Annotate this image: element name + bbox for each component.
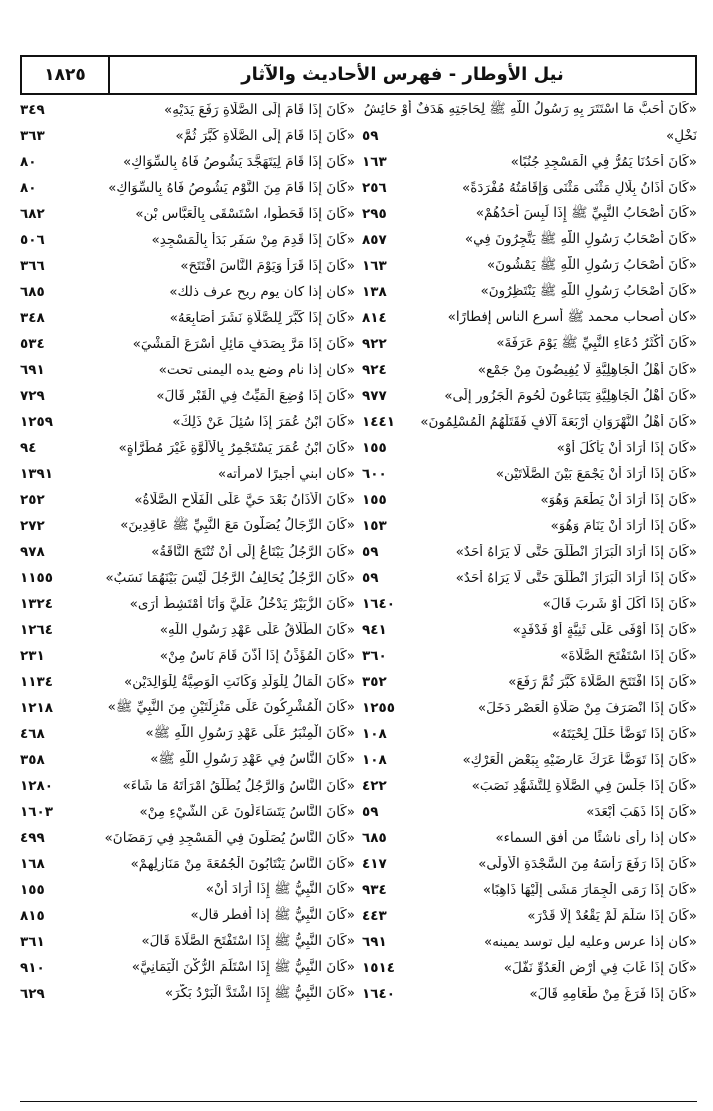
entry-page-number: ٩٤١	[362, 622, 387, 638]
entry-text: «كَانَ النَّبِيُّ ﷺ إذا أفطر قال»	[190, 907, 355, 923]
entry-page-number: ٨٠	[20, 180, 37, 196]
entry-page-number: ١٥٥	[362, 492, 387, 508]
entry-page-number: ١٢٦٤	[20, 622, 53, 638]
index-entry	[20, 617, 355, 643]
index-entry	[362, 799, 697, 825]
entry-page-number: ٣٥٢	[362, 674, 387, 690]
entry-page-number: ٨٥٧	[362, 232, 387, 248]
entry-text: «كَانَ ابْنُ عُمَرَ إِذَا سُئِلَ عَنْ ذَلِكَ»	[172, 414, 355, 430]
entry-text: «كَانَ النَّبِيُّ ﷺ إِذَا اسْتَفْتَحَ الصَّلَاةَ قَالَ»	[141, 933, 355, 949]
entry-text: «كَانَ النَّاسُ وَالرَّجُلُ يُطَلِّقُ امْرَأَتَهُ مَا شَاءَ»	[122, 778, 355, 794]
entry-page-number: ١٠٨	[362, 752, 387, 768]
entry-text: «كَانَ ابْنُ عُمَرَ يَسْتَجْمِرُ بِالْأَلُوَّةِ غَيْرَ مُطَرَّاةٍ»	[118, 440, 355, 456]
index-entry	[362, 409, 697, 435]
entry-text: «كَانَ النَّبِيُّ ﷺ إِذَا أَرَادَ أَنْ»	[205, 881, 355, 897]
index-entry	[362, 929, 697, 955]
index-entry	[20, 747, 355, 773]
entry-page-number: ٤٩٩	[20, 830, 45, 846]
left-column	[20, 97, 355, 1007]
entry-text: «كَانَ أَصْحَابُ رَسُولِ اللَّهِ ﷺ يَنْتَظِرُونَ»	[480, 283, 697, 299]
index-entry	[20, 799, 355, 825]
entry-page-number: ٦٨٢	[20, 206, 45, 222]
index-entry	[362, 825, 697, 851]
entry-page-number: ٣٥٨	[20, 752, 45, 768]
index-entry	[362, 591, 697, 617]
index-entry	[362, 643, 697, 669]
index-entry	[20, 955, 355, 981]
index-entry	[362, 175, 697, 201]
entry-text: «كَانَ إِذَا جَلَسَ فِي الصَّلَاةِ لِلتَّشَهُّدِ نَصَبَ»	[471, 778, 697, 794]
index-entry	[362, 877, 697, 903]
entry-text: «كَانَ أَصْحَابُ رَسُولِ اللَّهِ ﷺ يَمْشُونَ»	[486, 257, 697, 273]
index-entry	[20, 695, 355, 721]
index-entry	[362, 773, 697, 799]
index-entry	[362, 253, 697, 279]
entry-text: «كَانَ الزُّبَيْرُ يَدْخُلُ عَلَيَّ وَأَنَا أَمْتَشِطُ أَرَى»	[129, 596, 355, 612]
entry-text: «كَانَ إِذَا قَحَطُوا، اسْتَسْقَى بِالْعَبَّاسِ بْنِ»	[135, 206, 355, 222]
entry-page-number: ٢٣١	[20, 648, 45, 664]
entry-text: «كَانَ النَّاسُ فِي عَهْدِ رَسُولِ اللَّهِ ﷺ»	[150, 751, 355, 767]
entry-page-number: ٤١٧	[362, 856, 387, 872]
index-entry	[20, 539, 355, 565]
entry-page-number: ٣٦٦	[20, 258, 45, 274]
index-entry	[362, 123, 697, 149]
entry-page-number: ٣٦٣	[20, 128, 45, 144]
entry-page-number: ١٣٩١	[20, 466, 53, 482]
entry-page-number: ١٢١٨	[20, 700, 53, 716]
entry-page-number: ٣٦٠	[362, 648, 387, 664]
index-entry	[362, 513, 697, 539]
index-entry	[20, 435, 355, 461]
index-entry	[20, 851, 355, 877]
entry-text: «كَانَ إِذَا أَرَادَ الْبَرَازَ انْطَلَقَ حَتَّى لَا يَرَاهُ أَحَدٌ»	[455, 544, 697, 560]
entry-text: «كَانَ أَهْلُ الْجَاهِلِيَّةِ لَا يُفِيضُونَ مِنْ جَمْعٍ»	[477, 362, 697, 378]
entry-page-number: ١٥٥	[20, 882, 45, 898]
index-entry	[20, 461, 355, 487]
entry-text: «كَانَ إِذَا قَامَ إِلَى الصَّلَاةِ رَفَعَ يَدَيْهِ»	[164, 102, 355, 118]
entry-page-number: ١٥١٤	[362, 960, 395, 976]
entry-text: «كان إذا نام وضع يده اليمنى تحت»	[158, 362, 355, 378]
entry-text: «كان إذا كان يوم ريح عرف ذلك»	[169, 284, 355, 300]
entry-page-number: ١٦٤٠	[362, 986, 395, 1002]
entry-text: «كَانَ إِذَا أَرَادَ أَنْ يَأْكُلَ أَوْ»	[556, 440, 697, 456]
entry-page-number: ١١٣٤	[20, 674, 53, 690]
entry-text: «كَانَ أَهْلُ الْجَاهِلِيَّةِ يَتَبَاعُونَ لُحُومَ الْجَزُورِ إِلَى»	[444, 388, 697, 404]
entry-text: «كَانَ إِذَا ذَهَبَ أَبْعَدَ»	[586, 804, 697, 820]
entry-text: «كَانَ الْمُشْرِكُونَ عَلَى مَنْزِلَتَيْنِ مِنَ النَّبِيِّ ﷺ»	[107, 699, 355, 715]
entry-text: «كَانَ إِذَا كَبَّرَ لِلصَّلَاةِ نَشَرَ أَصَابِعَهُ»	[169, 310, 355, 326]
entry-text: «كَانَ الرِّجَالُ يُصَلُّونَ مَعَ النَّبِيِّ ﷺ عَاقِدِينَ»	[120, 517, 355, 533]
index-entry	[20, 565, 355, 591]
index-entry	[362, 851, 697, 877]
entry-text: «كَانَ النَّبِيُّ ﷺ إِذَا اسْتَلَمَ الرُّكْنَ الْيَمَانِيَّ»	[131, 959, 355, 975]
index-entry	[20, 669, 355, 695]
entry-text: «كَانَ الطَّلَاقُ عَلَى عَهْدِ رَسُولِ اللَّهِ»	[159, 622, 355, 638]
index-entry	[20, 487, 355, 513]
entry-page-number: ١٣٨	[362, 284, 387, 300]
entry-text: «كَانَ إِذَا افْتَتَحَ الصَّلَاةَ كَبَّرَ ثُمَّ رَفَعَ»	[508, 674, 697, 690]
index-entry	[20, 383, 355, 409]
entry-text: «كَانَ النَّاسُ يُصَلُّونَ فِي الْمَسْجِدِ فِي رَمَضَانَ»	[104, 830, 355, 846]
entry-text: «كان أصحاب محمد ﷺ أسرع الناس إفطارًا»	[447, 309, 697, 325]
entry-text: نَخْلٍ»	[666, 128, 697, 144]
index-entry	[362, 97, 697, 123]
entry-text: «كَانَ إِذَا اسْتَفْتَحَ الصَّلَاةَ»	[560, 648, 697, 664]
entry-text: «كَانَ إِذَا قَرَأَ وَيَوْمَ النَّاسَ افْتَتَحَ»	[180, 258, 355, 274]
index-entry	[362, 617, 697, 643]
index-entry	[362, 383, 697, 409]
entry-page-number: ١١٥٥	[20, 570, 53, 586]
entry-page-number: ٩٢٢	[362, 336, 387, 352]
index-entry	[20, 279, 355, 305]
index-entry	[362, 357, 697, 383]
entry-page-number: ٩٣٤	[362, 882, 387, 898]
index-entry	[20, 409, 355, 435]
entry-text: «كَانَ أَذَانُ بِلَالٍ مَثْنَى مَثْنَى وَإِقَامَتُهُ مُفْرَدَةً»	[461, 180, 697, 196]
index-entry	[20, 201, 355, 227]
entry-text: «كَانَ إِذَا قَامَ إِلَى الصَّلَاةِ كَبَّرَ ثُمَّ»	[175, 128, 355, 144]
index-entry	[20, 903, 355, 929]
entry-text: «كَانَ الرَّجُلُ يَبْتَاعُ إِلَى أَنْ تُنْتَجَ النَّاقَةُ»	[151, 544, 355, 560]
index-entry	[20, 175, 355, 201]
entry-text: «كَانَ إِذَا سَلَّمَ لَمْ يَقْعُدْ إِلَّا قَدْرَ»	[527, 908, 697, 924]
entry-text: «كَانَ إِذَا تَوَضَّأَ خَلَّلَ لِحْيَتَهُ»	[551, 726, 697, 742]
entry-page-number: ٥٩	[362, 570, 379, 586]
entry-text: «كَانَ إِذَا أَرَادَ أَنْ يَطْعَمَ وَهُوَ»	[540, 492, 697, 508]
index-entry	[20, 721, 355, 747]
entry-text: «كَانَ إِذَا قَدِمَ مِنْ سَفَرٍ بَدَأَ بِالْمَسْجِدِ»	[151, 232, 355, 248]
index-entry	[20, 305, 355, 331]
index-entry	[20, 929, 355, 955]
entry-text: «كَانَ إِذَا رَفَعَ رَأْسَهُ مِنَ السَّجْدَةِ الْأُولَى»	[478, 856, 697, 872]
entry-page-number: ٦٩١	[20, 362, 45, 378]
entry-text: «كَانَ إِذَا قَامَ لِيَتَهَجَّدَ يَشُوصُ فَاهُ بِالسِّوَاكِ»	[122, 154, 355, 170]
index-entry	[362, 279, 697, 305]
entry-text: «كَانَ النَّاسُ يَنْتَابُونَ الْجُمُعَةَ مِنْ مَنَازِلِهِمْ»	[130, 856, 355, 872]
entry-page-number: ١٦٠٣	[20, 804, 53, 820]
index-entry	[362, 955, 697, 981]
entry-text: «كَانَ الْمِنْبَرُ عَلَى عَهْدِ رَسُولِ اللَّهِ ﷺ»	[145, 725, 355, 741]
index-entry	[20, 773, 355, 799]
index-entry	[362, 565, 697, 591]
entry-text: «كَانَ الْمُؤَذِّنُ إِذَا أَذَّنَ قَامَ نَاسٌ مِنْ»	[159, 648, 355, 664]
index-entry	[20, 357, 355, 383]
entry-text: «كَانَ أَحَدُنَا يَمُرُّ فِي الْمَسْجِدِ جُنُبًا»	[510, 154, 697, 170]
entry-page-number: ١٠٨	[362, 726, 387, 742]
entry-page-number: ٨١٤	[362, 310, 387, 326]
entry-text: «كَانَ إِذَا أَرَادَ أَنْ يَنَامَ وَهُوَ»	[550, 518, 697, 534]
entry-page-number: ٨٠	[20, 154, 37, 170]
index-entry	[20, 825, 355, 851]
entry-page-number: ١٤٤١	[362, 414, 395, 430]
entry-page-number: ٩٤	[20, 440, 37, 456]
entry-page-number: ٢٩٥	[362, 206, 387, 222]
entry-text: «كَانَ إِذَا أَكَلَ أَوْ شَرِبَ قَالَ»	[542, 596, 697, 612]
entry-page-number: ١٦٣	[362, 258, 387, 274]
entry-page-number: ٤٢٢	[362, 778, 387, 794]
entry-text: «كَانَ إِذَا مَرَّ بِصَدَفٍ مَائِلٍ أَسْرَعَ الْمَشْيَ»	[132, 336, 355, 352]
entry-page-number: ٤٦٨	[20, 726, 45, 742]
index-entry	[20, 253, 355, 279]
index-entry	[362, 747, 697, 773]
entry-page-number: ٨١٥	[20, 908, 45, 924]
index-entry	[362, 669, 697, 695]
index-entry	[362, 331, 697, 357]
entry-page-number: ٦٨٥	[20, 284, 45, 300]
entry-text: «كَانَ إِذَا وُضِعَ الْمَيِّتُ فِي الْقَبْرِ قَالَ»	[156, 388, 355, 404]
entry-page-number: ٩٢٤	[362, 362, 387, 378]
entry-page-number: ٢٥٢	[20, 492, 45, 508]
index-entry	[362, 903, 697, 929]
entry-text: «كَانَ إِذَا أَرَادَ أَنْ يَجْمَعَ بَيْنَ الصَّلَاتَيْنِ»	[495, 466, 697, 482]
entry-text: «كان إذا رأى ناشئًا من أفق السماء»	[495, 830, 697, 846]
index-entry	[20, 981, 355, 1007]
entry-page-number: ٦٠٠	[362, 466, 387, 482]
entry-page-number: ٦٨٥	[362, 830, 387, 846]
entry-page-number: ٩١٠	[20, 960, 45, 976]
entry-text: «كَانَ النَّاسُ يَتَسَاءَلُونَ عَنِ الشَّيْءِ مِنْ»	[139, 804, 355, 820]
entry-page-number: ٦٩١	[362, 934, 387, 950]
entry-text: «كان ابني أجيرًا لامرأته»	[217, 466, 355, 482]
entry-text: «كَانَ إِذَا رَمَى الْجِمَارَ مَشَى إِلَيْهَا ذَاهِبًا»	[482, 882, 697, 898]
index-entry	[362, 201, 697, 227]
index-entry	[362, 149, 697, 175]
index-entry	[362, 305, 697, 331]
entry-page-number: ٣٤٩	[20, 102, 45, 118]
entry-text: «كَانَ أَحَبَّ مَا اسْتَتَرَ بِهِ رَسُولُ اللَّهِ ﷺ لِحَاجَتِهِ هَدَفٌ أَوْ حَائِشُ	[363, 101, 697, 117]
index-entry	[362, 695, 697, 721]
page-header	[20, 55, 697, 95]
entry-text: «كَانَ إِذَا أَوْفَى عَلَى ثَنِيَّةٍ أَوْ فَدْفَدٍ»	[512, 622, 697, 638]
page-number: ١٨٢٥	[22, 57, 110, 93]
index-entry	[362, 227, 697, 253]
index-entry	[20, 591, 355, 617]
entry-text: «كَانَ الرَّجُلُ يُحَالِفُ الرَّجُلَ لَيْسَ بَيْنَهُمَا نَسَبٌ»	[105, 570, 355, 586]
index-entry	[362, 721, 697, 747]
entry-page-number: ١٣٢٤	[20, 596, 53, 612]
entry-text: «كَانَ أَصْحَابُ رَسُولِ اللَّهِ ﷺ يَتَّجِرُونَ فِي»	[464, 231, 697, 247]
index-entry	[20, 331, 355, 357]
entry-page-number: ١٦٤٠	[362, 596, 395, 612]
entry-page-number: ٤٤٣	[362, 908, 387, 924]
entry-text: «كَانَ إِذَا انْصَرَفَ مِنْ صَلَاةِ الْعَصْرِ دَخَلَ»	[477, 700, 697, 716]
entry-page-number: ١٦٨	[20, 856, 45, 872]
entry-text: «كَانَ إِذَا غَابَ فِي أَرْضِ الْعَدُوِّ نَفَّلَ»	[503, 960, 697, 976]
entry-page-number: ١٥٥	[362, 440, 387, 456]
entry-page-number: ٥٣٤	[20, 336, 45, 352]
entry-page-number: ٥٩	[362, 804, 379, 820]
entry-text: «كَانَ النَّبِيُّ ﷺ إِذَا اشْتَدَّ الْبَرْدُ بَكَّرَ»	[164, 985, 355, 1001]
entry-text: «كَانَ إِذَا تَوَضَّأَ عَرَكَ عَارِضَيْهِ بِبَعْضِ الْعَرْكِ»	[462, 752, 697, 768]
page-title: نيل الأوطار - فهرس الأحاديث والآثار	[241, 64, 564, 85]
entry-text: «كان إذا عرس وعليه ليل توسد يمينه»	[483, 934, 697, 950]
index-entry	[362, 435, 697, 461]
entry-text: «كَانَ إِذَا فَرَغَ مِنْ طَعَامِهِ قَالَ»	[529, 986, 697, 1002]
entry-text: «كَانَ أَصْحَابُ النَّبِيِّ ﷺ إِذَا لَبِسَ أَحَدُهُمْ»	[475, 205, 697, 221]
entry-page-number: ٦٢٩	[20, 986, 45, 1002]
index-entry	[20, 643, 355, 669]
index-entry	[20, 227, 355, 253]
entry-page-number: ٢٥٦	[362, 180, 387, 196]
entry-text: «كَانَ الْمَالُ لِلْوَلَدِ وَكَانَتِ الْوَصِيَّةُ لِلْوَالِدَيْنِ»	[123, 674, 355, 690]
index-entry	[20, 149, 355, 175]
index-entry	[362, 461, 697, 487]
entry-page-number: ٢٧٢	[20, 518, 45, 534]
entry-page-number: ١٦٣	[362, 154, 387, 170]
entry-page-number: ٥٩	[362, 128, 379, 144]
entry-page-number: ٩٧٨	[20, 544, 45, 560]
entry-page-number: ١٢٨٠	[20, 778, 53, 794]
entry-page-number: ٧٢٩	[20, 388, 45, 404]
right-column	[362, 97, 697, 1007]
entry-page-number: ٥٠٦	[20, 232, 45, 248]
entry-text: «كَانَ الْأَذَانُ بَعْدَ حَيَّ عَلَى الْفَلَاحِ الصَّلَاةُ»	[134, 492, 355, 508]
entry-page-number: ١٢٥٩	[20, 414, 53, 430]
index-entry	[20, 877, 355, 903]
index-entry	[20, 123, 355, 149]
index-entry	[362, 981, 697, 1007]
entry-page-number: ٣٦١	[20, 934, 45, 950]
bottom-rule	[20, 1101, 697, 1102]
entry-page-number: ٥٩	[362, 544, 379, 560]
index-entry	[362, 539, 697, 565]
entry-page-number: ١٥٣	[362, 518, 387, 534]
index-entry	[362, 487, 697, 513]
entry-text: «كَانَ أَكْثَرُ دُعَاءِ النَّبِيِّ ﷺ يَوْمَ عَرَفَةَ»	[496, 335, 697, 351]
entry-page-number: ٣٤٨	[20, 310, 45, 326]
entry-text: «كَانَ أَهْلُ النَّهْرَوَانِ أَرْبَعَةَ آلَافٍ فَقَتَلَهُمُ الْمُسْلِمُونَ»	[420, 414, 697, 430]
index-entry	[20, 513, 355, 539]
entry-text: «كَانَ إِذَا قَامَ مِنَ النَّوْمِ يَشُوصُ فَاهُ بِالسِّوَاكِ»	[108, 180, 355, 196]
index-entry	[20, 97, 355, 123]
entry-page-number: ٩٧٧	[362, 388, 387, 404]
entry-page-number: ١٢٥٥	[362, 700, 395, 716]
entry-text: «كَانَ إِذَا أَرَادَ الْبَرَازَ انْطَلَقَ حَتَّى لَا يَرَاهُ أَحَدٌ»	[455, 570, 697, 586]
